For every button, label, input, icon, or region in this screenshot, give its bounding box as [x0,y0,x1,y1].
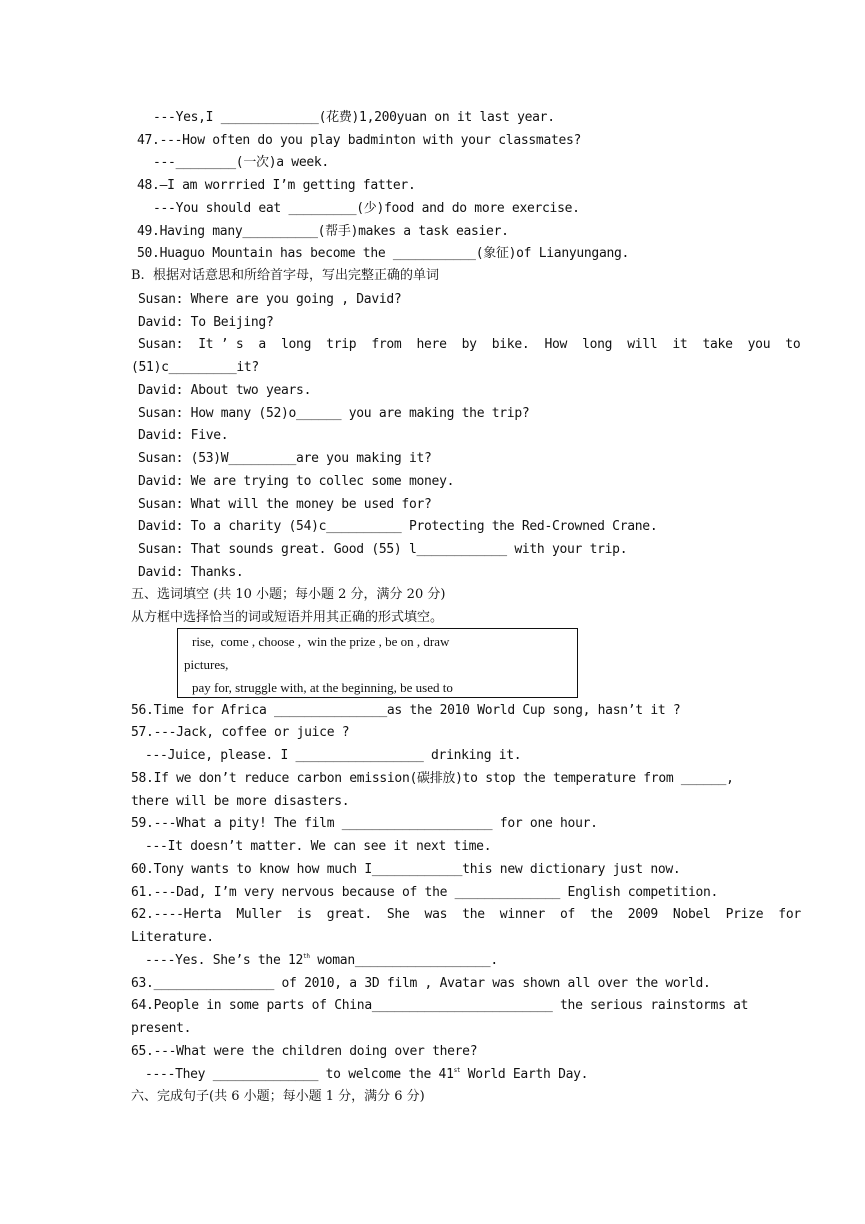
word-bank-line: pay for, struggle with, at the beginning, be used to [192,680,453,695]
dialogue-line: David: Thanks. [138,565,244,580]
question-58: 58.If we don’t reduce carbon emission(碳排放)to stop the temperature from ______, [131,771,734,786]
section-5-instruction: 从方框中选择恰当的词或短语并用其正确的形式填空。 [131,610,444,625]
dialogue-line: Susan: What will the money be used for? [138,497,432,512]
dialogue-line: (51)c_________it? [131,360,259,375]
question-63: 63.________________ of 2010, a 3D film , Avatar was shown all over the world. [131,976,711,991]
section-b-heading: B. 根据对话意思和所给首字母，写出完整正确的单词 [131,268,439,283]
dialogue-line: Susan: That sounds great. Good (55) l____________ with your trip. [138,542,628,557]
word-bank-line: pictures, [184,657,229,672]
question-56: 56.Time for Africa _______________as the 2010 World Cup song, hasn’t it ? [131,703,681,718]
question-64-cont: present. [131,1021,192,1036]
section-5-heading: 五、选词填空 (共 10 小题；每小题 2 分，满分 20 分) [131,587,446,602]
dialogue-line: David: To Beijing? [138,315,274,330]
dialogue-line: David: We are trying to collec some money. [138,474,455,489]
dialogue-line: Susan: It ’ s a long trip from here by bike. How long will it take you to [138,337,801,352]
answer-line-62: ----Yes. She’s the 12th woman__________________. [145,953,498,968]
question-48: 48.—I am worrried I’m getting fatter. [137,178,416,193]
answer-line-47: ---________(一次)a week. [153,155,329,170]
answer-line-57: ---Juice, please. I _________________ drinking it. [145,748,522,763]
question-64: 64.People in some parts of China________________________ the serious rainstorms at [131,998,749,1013]
dialogue-line: Susan: Where are you going , David? [138,292,402,307]
question-61: 61.---Dad, I’m very nervous because of the ______________ English competition. [131,885,719,900]
section-6-heading: 六、完成句子(共 6 小题；每小题 1 分，满分 6 分) [131,1089,425,1104]
question-49: 49.Having many__________(帮手)makes a task easier. [137,224,509,239]
question-58-cont: there will be more disasters. [131,794,350,809]
answer-line-46: ---Yes,I _____________(花费)1,200yuan on it last year. [153,110,555,125]
dialogue-line: David: Five. [138,428,229,443]
question-60: 60.Tony wants to know how much I____________this new dictionary just now. [131,862,681,877]
dialogue-line: Susan: How many (52)o______ you are making the trip? [138,406,530,421]
question-47: 47.---How often do you play badminton with your classmates? [137,133,582,148]
dialogue-line: Susan: (53)W_________are you making it? [138,451,432,466]
question-50: 50.Huaguo Mountain has become the ___________(象征)of Lianyungang. [137,246,630,261]
dialogue-line: David: To a charity (54)c__________ Protecting the Red-Crowned Crane. [138,519,658,534]
answer-line-48: ---You should eat _________(少)food and do more exercise. [153,201,580,216]
word-bank-line: rise, come , choose , win the prize , be on , draw [192,634,450,649]
word-bank-box [177,628,578,698]
answer-line-59: ---It doesn’t matter. We can see it next time. [145,839,492,854]
dialogue-line: David: About two years. [138,383,312,398]
question-57: 57.---Jack, coffee or juice ? [131,725,350,740]
question-62: 62.----Herta Muller is great. She was the winner of the 2009 Nobel Prize for [131,907,801,922]
question-62-cont: Literature. [131,930,214,945]
question-65: 65.---What were the children doing over there? [131,1044,478,1059]
answer-line-65: ----They ______________ to welcome the 41st World Earth Day. [145,1067,589,1082]
question-59: 59.---What a pity! The film ____________________ for one hour. [131,816,598,831]
